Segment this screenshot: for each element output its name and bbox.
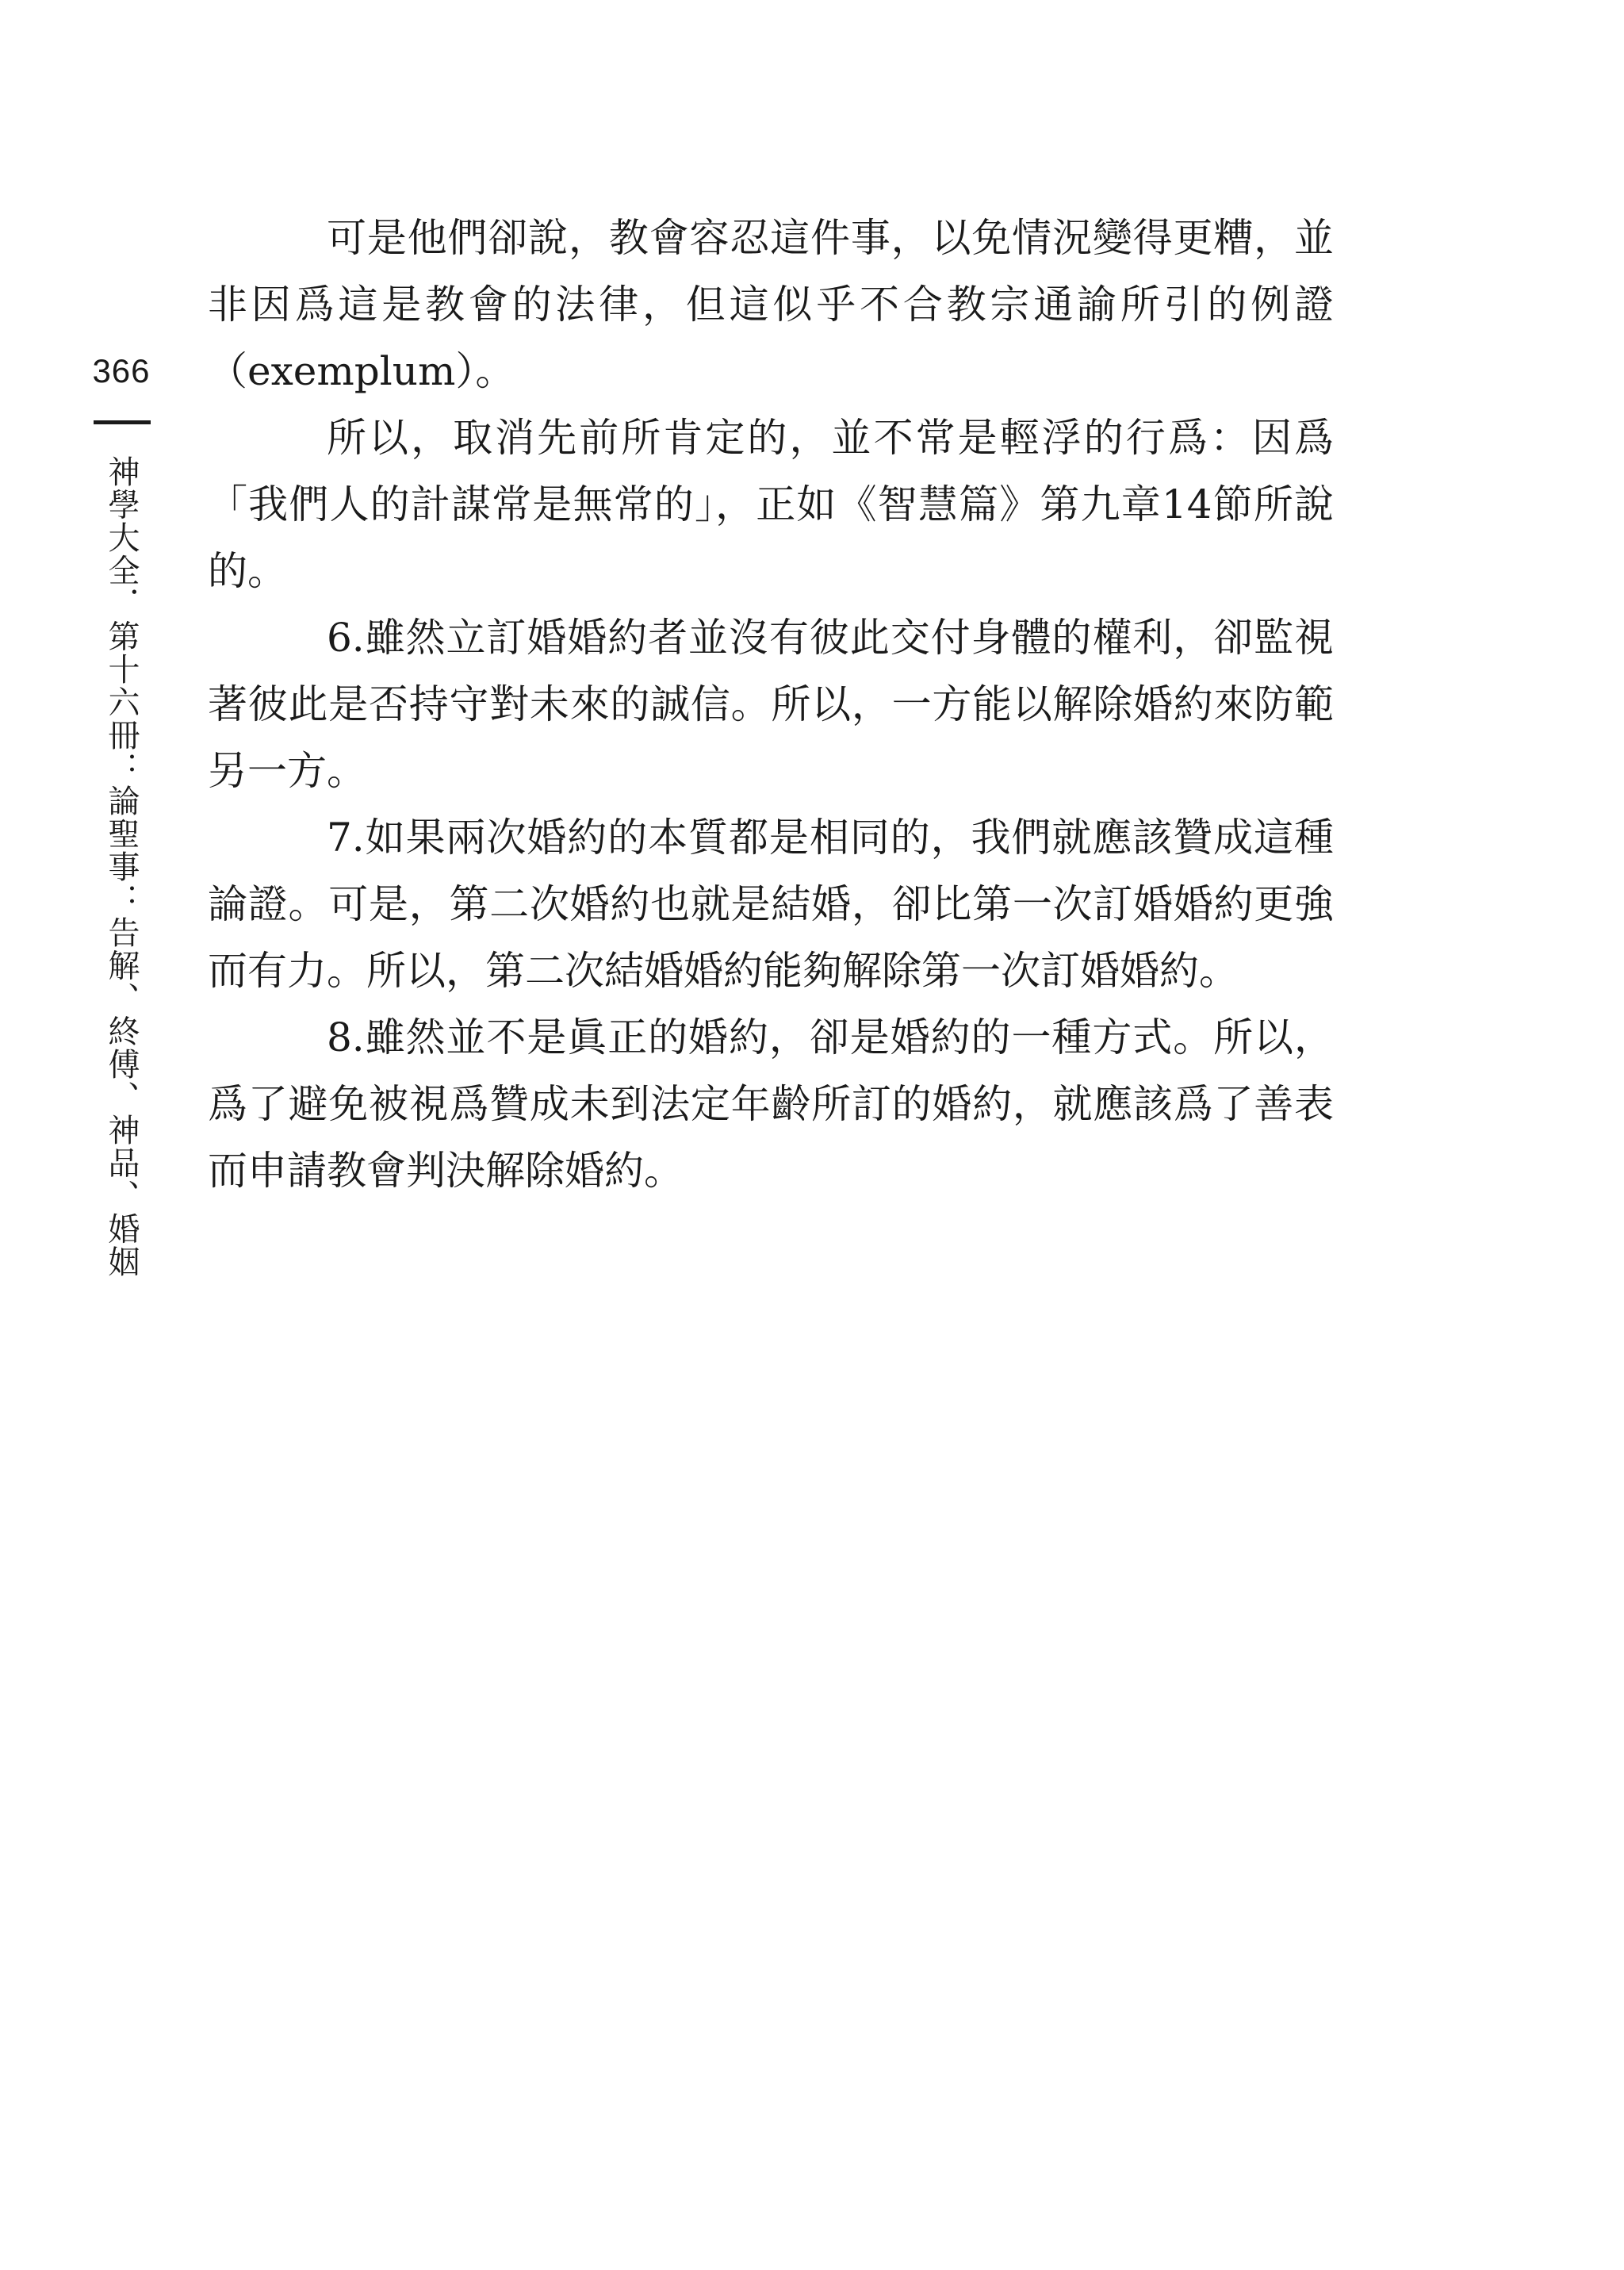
paragraph: 所以，取消先前所肯定的，並不常是輕浮的行爲：因爲「我們人的計謀常是無常的」，正如《智慧篇》第九章14節所說的。	[208, 415, 1334, 594]
paragraph: 8.雖然並不是眞正的婚約，卻是婚約的一種方式。所以，爲了避免被視爲贊成未到法定年齡所訂的婚約，就應該爲了善表而申請教會判決解除婚約。	[208, 1014, 1334, 1194]
body-text	[208, 205, 1334, 1204]
page-number: 366	[92, 352, 151, 389]
margin-rule	[94, 420, 151, 424]
paragraph: 6.雖然立訂婚婚約者並沒有彼此交付身體的權利，卻監視著彼此是否持守對未來的誠信。所以，一方能以解除婚約來防範另一方。	[208, 615, 1334, 794]
running-title: 神學大全．第十六冊：論聖事：告解、終傅、神品、婚姻	[103, 455, 140, 1279]
paragraph: 可是他們卻說，教會容忍這件事，以免情況變得更糟，並非因爲這是教會的法律，但這似乎不合教宗通諭所引的例證（exemplum）。	[208, 215, 1334, 394]
paragraph: 7.如果兩次婚約的本質都是相同的，我們就應該贊成這種論證。可是，第二次婚約也就是結婚，卻比第一次訂婚婚約更強而有力。所以，第二次結婚婚約能夠解除第一次訂婚婚約。	[208, 815, 1334, 994]
